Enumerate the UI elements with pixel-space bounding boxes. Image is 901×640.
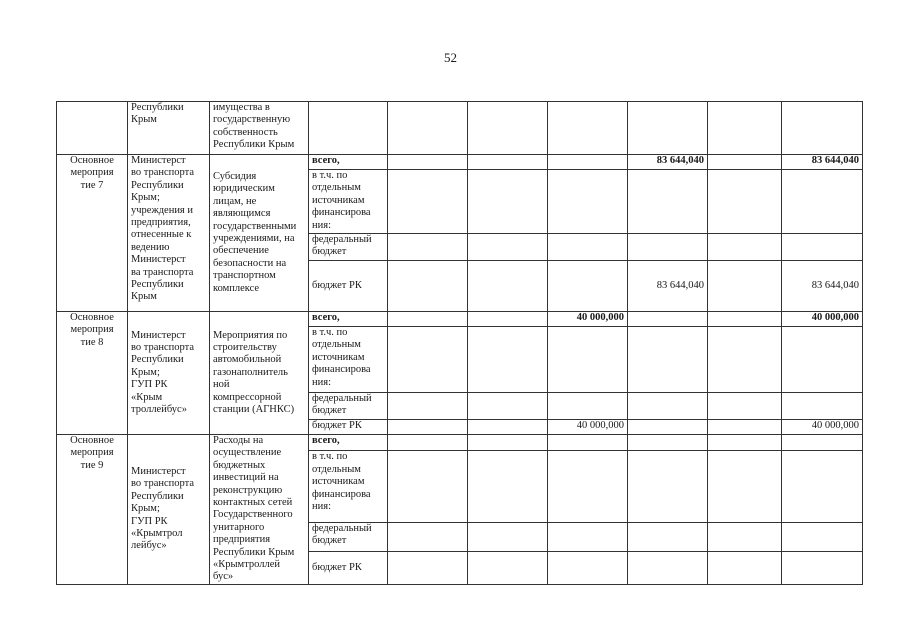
value-cell — [388, 327, 468, 393]
value-cell: 83 644,040 — [782, 261, 863, 312]
executor-cell: Министерст во транспорта Республики Крым; ГУП РК «Крым троллейбус» — [128, 312, 210, 435]
measure-cell: Основное мероприя тие 7 — [57, 155, 128, 312]
value-cell — [782, 552, 863, 585]
executor-cell: Министерст во транспорта Республики Крым; ГУП РК «Крымтрол лейбус» — [128, 435, 210, 585]
value-cell — [388, 170, 468, 234]
value-cell — [628, 102, 708, 155]
description-cell: Расходы на осуществление бюджетных инвестиций на реконструкцию контактных сетей Государственного унитарного предприятия Республики Крым «Крымтроллей бус» — [210, 435, 309, 585]
value-cell — [708, 393, 782, 420]
value-cell — [468, 451, 548, 523]
value-cell — [468, 522, 548, 551]
value-cell — [548, 522, 628, 551]
value-cell — [388, 261, 468, 312]
value-cell — [548, 451, 628, 523]
value-cell — [628, 393, 708, 420]
value-cell — [782, 435, 863, 451]
value-cell — [628, 234, 708, 261]
value-cell — [782, 234, 863, 261]
value-cell — [548, 261, 628, 312]
description-cell: Мероприятия по строительству автомобильной газонаполнитель ной компрессорной станции (АГНКС) — [210, 312, 309, 435]
value-cell — [388, 234, 468, 261]
value-cell — [548, 155, 628, 170]
value-cell — [708, 170, 782, 234]
value-cell — [388, 312, 468, 327]
value-cell: 40 000,000 — [548, 312, 628, 327]
value-cell — [782, 451, 863, 523]
value-cell — [388, 155, 468, 170]
value-cell — [468, 155, 548, 170]
value-cell: 40 000,000 — [782, 312, 863, 327]
value-cell — [628, 451, 708, 523]
table-row — [57, 155, 863, 170]
executor-cell: Республики Крым — [128, 102, 210, 155]
table-row — [57, 435, 863, 451]
value-cell — [548, 435, 628, 451]
funding-label: федеральный бюджет — [309, 522, 388, 551]
funding-label: федеральный бюджет — [309, 393, 388, 420]
funding-label: всего, — [309, 312, 388, 327]
value-cell: 83 644,040 — [782, 155, 863, 170]
value-cell — [548, 552, 628, 585]
value-cell — [388, 102, 468, 155]
value-cell: 40 000,000 — [548, 420, 628, 435]
measure-cell: Основное мероприя тие 8 — [57, 312, 128, 435]
description-cell: Субсидия юридическим лицам, не являющимся государственными учреждениями, на обеспечение безопасности на транспортном комплексе — [210, 155, 309, 312]
program-table — [56, 101, 863, 585]
value-cell — [782, 102, 863, 155]
value-cell — [708, 234, 782, 261]
value-cell — [628, 312, 708, 327]
value-cell — [388, 522, 468, 551]
funding-label: в т.ч. по отдельным источникам финансирова ния: — [309, 451, 388, 523]
value-cell — [388, 451, 468, 523]
value-cell — [782, 393, 863, 420]
table-row — [57, 102, 863, 155]
value-cell — [708, 420, 782, 435]
value-cell — [628, 522, 708, 551]
value-cell — [548, 393, 628, 420]
value-cell: 83 644,040 — [628, 261, 708, 312]
measure-cell: Основное мероприя тие 9 — [57, 435, 128, 585]
value-cell — [708, 451, 782, 523]
value-cell — [782, 327, 863, 393]
description-cell: имущества в государственную собственность Республики Крым — [210, 102, 309, 155]
funding-label: всего, — [309, 155, 388, 170]
value-cell — [782, 170, 863, 234]
value-cell — [708, 435, 782, 451]
value-cell — [388, 420, 468, 435]
value-cell — [548, 234, 628, 261]
value-cell — [388, 393, 468, 420]
value-cell — [468, 552, 548, 585]
funding-label: в т.ч. по отдельным источникам финансирова ния: — [309, 327, 388, 393]
value-cell — [468, 312, 548, 327]
value-cell — [628, 552, 708, 585]
value-cell — [628, 327, 708, 393]
value-cell: 83 644,040 — [628, 155, 708, 170]
value-cell — [708, 327, 782, 393]
value-cell — [468, 102, 548, 155]
value-cell — [708, 102, 782, 155]
value-cell — [388, 552, 468, 585]
value-cell — [468, 261, 548, 312]
value-cell — [708, 522, 782, 551]
value-cell — [782, 522, 863, 551]
value-cell — [708, 261, 782, 312]
value-cell — [548, 327, 628, 393]
value-cell — [468, 435, 548, 451]
funding-label: всего, — [309, 435, 388, 451]
value-cell — [628, 420, 708, 435]
funding-label: бюджет РК — [309, 552, 388, 585]
value-cell — [468, 420, 548, 435]
measure-cell — [57, 102, 128, 155]
value-cell — [708, 155, 782, 170]
funding-label: федеральный бюджет — [309, 234, 388, 261]
value-cell — [468, 327, 548, 393]
value-cell — [468, 170, 548, 234]
value-cell — [708, 552, 782, 585]
table-row — [57, 312, 863, 327]
funding-label: бюджет РК — [309, 420, 388, 435]
table-body — [57, 102, 863, 585]
value-cell — [708, 312, 782, 327]
value-cell — [548, 170, 628, 234]
value-cell: 40 000,000 — [782, 420, 863, 435]
value-cell — [628, 435, 708, 451]
value-cell — [468, 393, 548, 420]
value-cell — [628, 170, 708, 234]
value-cell — [468, 234, 548, 261]
value-cell — [548, 102, 628, 155]
funding-label — [309, 102, 388, 155]
page-number: 52 — [444, 50, 457, 65]
executor-cell: Министерст во транспорта Республики Крым; учреждения и предприятия, отнесенные к ведению Министерст ва транспорта Республики Крым — [128, 155, 210, 312]
value-cell — [388, 435, 468, 451]
funding-label: бюджет РК — [309, 261, 388, 312]
funding-label: в т.ч. по отдельным источникам финансирова ния: — [309, 170, 388, 234]
